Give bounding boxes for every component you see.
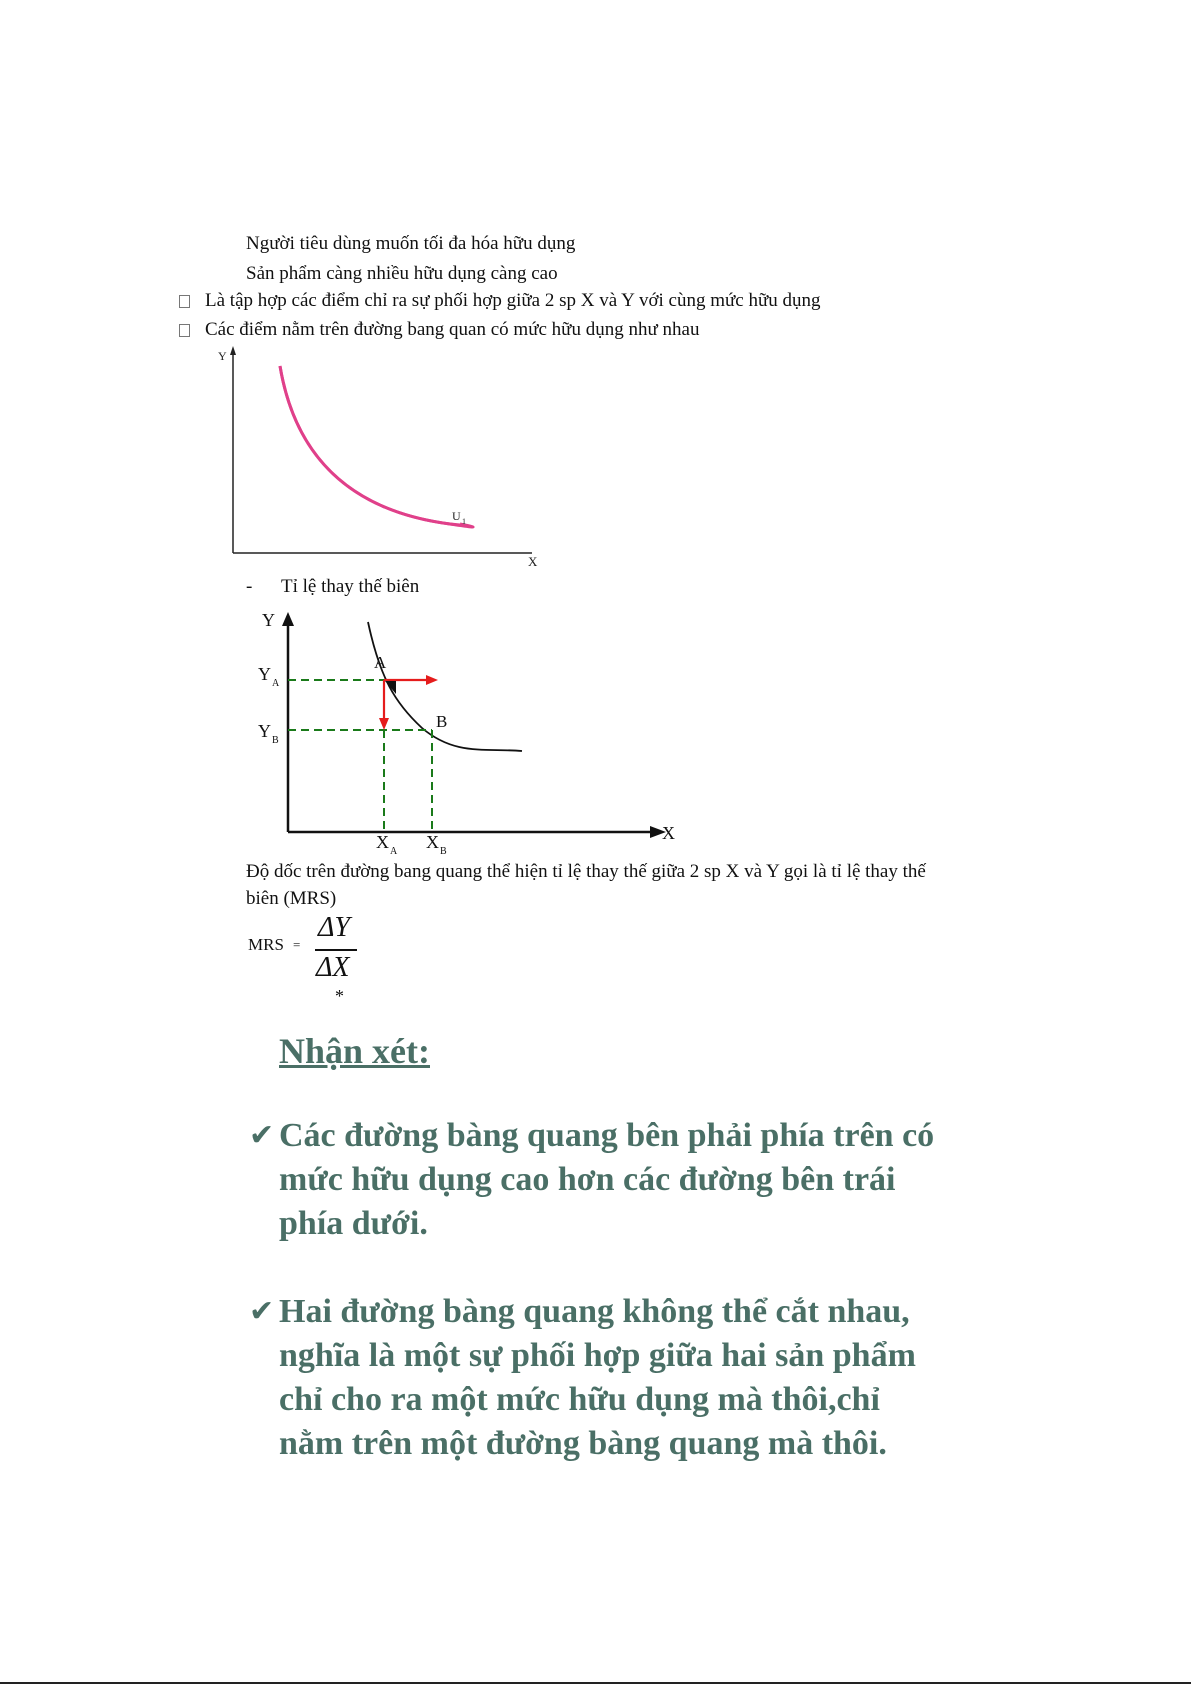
y-axis-arrow-icon xyxy=(230,346,236,355)
y-axis-label: Y xyxy=(218,349,227,363)
ya-label-sub: A xyxy=(272,678,280,689)
xb-label-sub: B xyxy=(440,846,447,857)
check-icon: ✔ xyxy=(249,1294,275,1329)
mrs-definition-line-1: Độ dốc trên đường bang quang thể hiện tỉ lệ thay thế giữa 2 sp X và Y gọi là tỉ lệ thay thế xyxy=(246,861,926,882)
mrs-denominator: ΔX xyxy=(316,952,350,983)
remark-item-1-line: mức hữu dụng cao hơn các đường bên trái xyxy=(279,1161,896,1198)
bullet-box-icon xyxy=(179,295,190,308)
remark-item-2-line: nghĩa là một sự phối hợp giữa hai sản phẩm xyxy=(279,1337,916,1374)
remark-item-2-line: nằm trên một đường bàng quang mà thôi. xyxy=(279,1425,887,1462)
bullet-line-1: Là tập hợp các điểm chỉ ra sự phối hợp giữa 2 sp X và Y với cùng mức hữu dụng xyxy=(205,290,821,311)
section-dash: - xyxy=(246,576,253,597)
xb-label: X xyxy=(426,832,439,852)
remark-item-1-line: phía dưới. xyxy=(279,1205,428,1242)
fraction-bar xyxy=(315,949,357,951)
ya-label: Y xyxy=(258,664,271,684)
point-b-label: B xyxy=(436,712,448,731)
curve-label-sub: 1 xyxy=(462,517,466,526)
bullet-line-2: Các điểm nằm trên đường bang quan có mức hữu dụng như nhau xyxy=(205,319,700,340)
mrs-star: * xyxy=(335,986,344,1006)
xa-label: X xyxy=(376,832,389,852)
y-axis-arrow-icon xyxy=(282,612,294,626)
footer-rule xyxy=(0,1682,1191,1684)
mrs-label: MRS xyxy=(248,935,284,954)
yb-label-sub: B xyxy=(272,735,279,746)
yb-label: Y xyxy=(258,721,271,741)
x-axis-label: X xyxy=(528,554,538,569)
xa-label-sub: A xyxy=(390,846,398,857)
intro-line-1: Người tiêu dùng muốn tối đa hóa hữu dụng xyxy=(246,233,576,254)
remark-item-2-line: Hai đường bàng quang không thể cắt nhau, xyxy=(279,1293,910,1330)
delta-y-arrowhead-icon xyxy=(379,718,389,730)
indifference-curve-figure xyxy=(210,346,550,569)
point-a-label: A xyxy=(374,653,387,672)
remark-item-2-line: chỉ cho ra một mức hữu dụng mà thôi,chỉ xyxy=(279,1381,880,1418)
remark-item-2 xyxy=(249,1290,916,1466)
mrs-definition-line-2: biên (MRS) xyxy=(246,888,337,909)
bullet-box-icon xyxy=(179,324,190,337)
remark-item-1-line: Các đường bàng quang bên phải phía trên có xyxy=(279,1117,935,1154)
mrs-figure xyxy=(250,608,690,858)
mrs-equals: = xyxy=(293,937,301,952)
y-axis-label: Y xyxy=(262,610,275,630)
curve-label: U xyxy=(452,509,461,523)
x-axis-label: X xyxy=(662,823,675,843)
remark-item-1 xyxy=(249,1114,935,1246)
check-icon: ✔ xyxy=(249,1118,275,1153)
section-title: Tỉ lệ thay thế biên xyxy=(281,576,420,597)
intro-line-2: Sản phẩm càng nhiều hữu dụng càng cao xyxy=(246,263,558,284)
remarks-title: Nhận xét: xyxy=(279,1031,430,1071)
mrs-numerator: ΔY xyxy=(318,912,351,943)
delta-x-arrowhead-icon xyxy=(426,675,438,685)
